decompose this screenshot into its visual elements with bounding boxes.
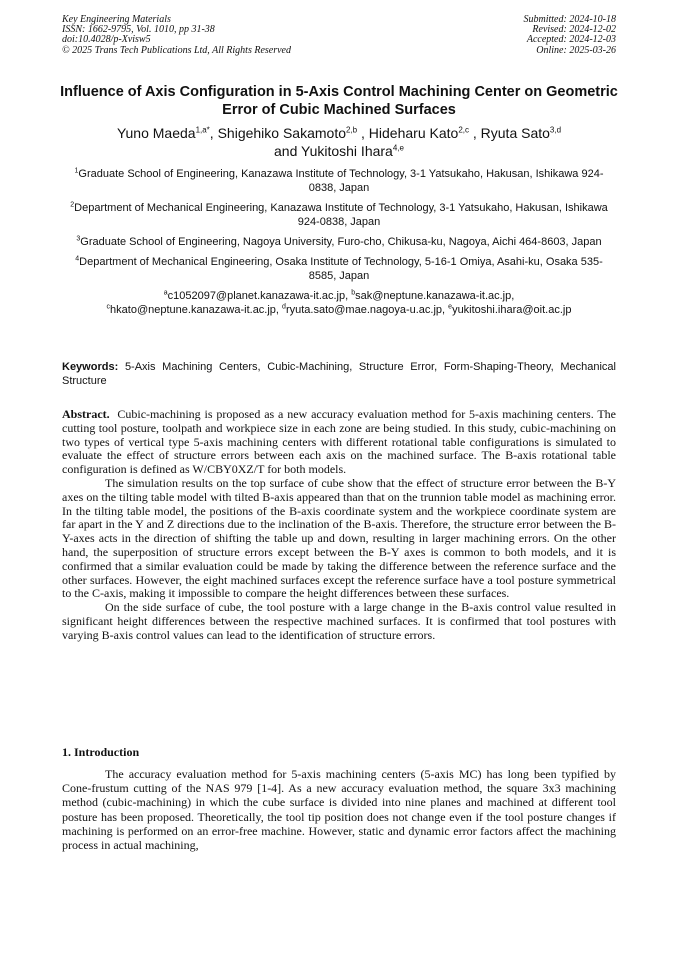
email-link[interactable]: hkato@neptune.kanazawa-it.ac.jp, [110, 304, 279, 316]
copyright-line: © 2025 Trans Tech Publications Ltd, All Rights Reserved [62, 44, 291, 56]
author-name: Yuno Maeda [116, 125, 196, 141]
author-affiliation-mark: 1,a* [195, 125, 210, 135]
abstract-label: Abstract. [62, 407, 110, 421]
revised-date: Revised: 2024-12-02 [532, 24, 616, 36]
author-name: and Yukitoshi Ihara [274, 143, 393, 159]
journal-header-left [62, 15, 291, 56]
email-list: $^a$c1052097@planet.kanazawa-it.ac.jp, $^b$sak@neptune.kanazawa-it.ac.jp, $^c$hkato@neptune.kanazawa-it.ac.jp, $^d$ryuta.sato@mae.nagoya-u.ac.jp, $^e$yukitoshi.ihara@oit.ac.jp [106, 289, 572, 316]
section-heading: 1. Introduction [62, 745, 140, 759]
abstract-paragraph: On the side surface of cube, the tool posture with a large change in the B-axis control value resulted in significant height differences between the respective machined surfaces. It is confirmed that tool postures with varying B-axis control values can lead to the identification of structure errors. [62, 600, 616, 642]
accepted-date: Accepted: 2024-12-03 [526, 34, 616, 46]
keywords [62, 360, 616, 388]
issn-line: ISSN: 1662-9795, Vol. 1010, pp 31-38 [62, 24, 215, 36]
affiliations [62, 167, 616, 317]
abstract-paragraph: The simulation results on the top surface of cube show that the effect of structure error between the B-Y axes on the tilting table model with tilted B-axis appeared than that on the trunnion table model as machining error. In the tilting table model, the positions of the B-axis coordinate system and the workpiece coordinate system are far apart in the Y and Z directions due to the inclination of the B-axis. Therefore, the structure error between the B-Y-axes acts in the direction of shifting the table up and down, resulting in larger machining errors. On the other hand, the superposition of structure errors except between the B-Y axes is common to both models, and it is confirmed that a similar evaluation could be made by taking the difference between the reference surface and the other surfaces. However, the eight machined surfaces except the reference surface have a tool posture symmetrical to the C-axis, making it impossible to compare the height differences between these surfaces. [62, 475, 616, 601]
submitted-date: Submitted: 2024-10-18 [523, 14, 616, 25]
keywords-label: Keywords: [62, 361, 119, 373]
author-list: Yuno Maeda$^{1,a*}$, Shigehiko Sakamoto$^{2,b}$ , Hideharu Kato$^{2,c}$ , Ryuta Sato$^{3,d}$ and Yukitoshi Ihara$^{4,e}$ [116, 125, 562, 159]
author-affiliation-mark: 4,e [392, 143, 404, 153]
journal-name: Key Engineering Materials [62, 14, 171, 25]
email-link[interactable]: sak@neptune.kanazawa-it.ac.jp, [355, 290, 515, 302]
affiliation: $^4$Department of Mechanical Engineering, Osaka Institute of Technology, 5-16-1 Omiya, Asahi-ku, Osaka 535-8585, Japan [75, 255, 603, 282]
doi-line: doi:10.4028/p-Xvisw5 [62, 34, 151, 46]
introduction-paragraph: The accuracy evaluation method for 5-axis machining centers (5-axis MC) has long been typified by Cone-frustum cutting of the NAS 979 [1-4]. As a new accuracy evaluation method, the square 3x3 machining method (cubic-machining) in which the cube surface is divided into nine planes and machined at different tool posture has been proposed. Theoretically, the tool tip position does not change even if the tool posture changes if machining is performed on an error-free machine. However, static and dynamic error factors affect the machining process in actual machining, [62, 767, 616, 853]
author-affiliation-mark: 3,d [549, 125, 562, 135]
author-name: Hideharu Kato [368, 125, 459, 141]
affiliation: $^1$Graduate School of Engineering, Kanazawa Institute of Technology, 3-1 Yatsukaho, Hakusan, Ishikawa 924-0838, Japan [74, 167, 604, 194]
keywords-text: 5-Axis Machining Centers, Cubic-Machining, Structure Error, Form-Shaping-Theory, Mechanical Structure [62, 361, 616, 387]
author-affiliation-mark: 2,c [458, 125, 469, 135]
email-link[interactable]: yukitoshi.ihara@oit.ac.jp [452, 304, 572, 316]
email-link[interactable]: ryuta.sato@mae.nagoya-u.ac.jp, [285, 304, 446, 316]
online-date: Online: 2025-03-26 [536, 44, 616, 56]
abstract [62, 408, 616, 643]
affiliation: $^2$Department of Mechanical Engineering, Kanazawa Institute of Technology, 3-1 Yatsukaho, Hakusan, Ishikawa 924-0838, Japan [70, 201, 608, 228]
email-link[interactable]: c1052097@planet.kanazawa-it.ac.jp, [167, 290, 349, 302]
author-name: Ryuta Sato [480, 125, 550, 141]
author-affiliation-mark: 2,b [346, 125, 358, 135]
journal-header-right [524, 15, 617, 56]
introduction [62, 767, 616, 852]
abstract-paragraph: Abstract. Cubic-machining is proposed as a new accuracy evaluation method for 5-axis machining centers. The cutting tool posture, toolpath and workpiece size in each zone are being studied. In this study, cubic-machining on two types of vertical type 5-axis machining centers with different rotational table configurations is simulated to evaluate the effect of structure errors between each axis on the machined surface. The B-axis rotational table configuration is defined as W/CBY0XZ/T for both models. [62, 407, 616, 477]
author-name: Shigehiko Sakamoto [217, 125, 346, 141]
affiliation: $^3$Graduate School of Engineering, Nagoya University, Furo-cho, Chikusa-ku, Nagoya, Aichi 464-8603, Japan [76, 235, 602, 248]
paper-title: Influence of Axis Configuration in 5-Axis Control Machining Center on Geometric Error of Cubic Machined Surfaces [60, 84, 618, 118]
